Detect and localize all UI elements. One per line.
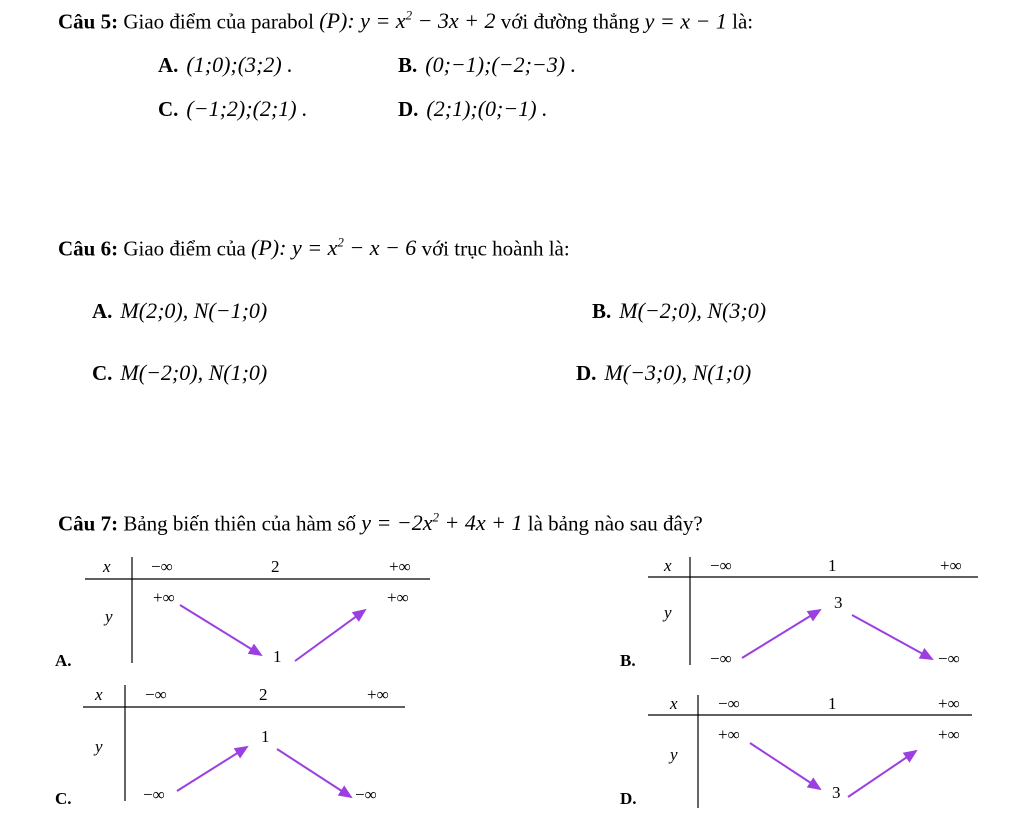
q5-option-c[interactable]: [158, 96, 308, 122]
q5-option-d[interactable]: [398, 96, 548, 122]
variation-table-d[interactable]: [620, 693, 980, 818]
q6-formula-exp: 2: [337, 235, 344, 250]
option-value: M(−2;0), N(1;0): [120, 360, 268, 385]
table-b-option-label: B.: [620, 651, 636, 670]
table-c-vertex-val: 1: [261, 727, 270, 746]
table-c-y-label: y: [95, 737, 103, 756]
table-d-vertex-x: 1: [828, 694, 837, 713]
option-label: B.: [398, 53, 418, 77]
table-b-left-val: −∞: [710, 649, 732, 668]
q6-formula-tail: − x − 6: [343, 235, 417, 261]
q6-option-a[interactable]: [92, 298, 267, 324]
option-label: A.: [92, 299, 113, 323]
q7-label: Câu 7:: [58, 511, 119, 536]
variation-table-a[interactable]: [55, 555, 435, 675]
table-a-left-val: +∞: [153, 588, 175, 607]
q7-formula-tail: + 4x + 1: [439, 510, 523, 536]
table-b-y-label: y: [664, 603, 672, 622]
table-d-arrow-up: [848, 751, 916, 797]
table-c-vertex-x: 2: [259, 685, 268, 704]
table-d-x-label: x: [670, 694, 678, 713]
option-label: D.: [576, 361, 597, 385]
table-d-neg-inf: −∞: [718, 694, 740, 713]
table-b-lines: [620, 555, 980, 675]
q5-option-b[interactable]: [398, 52, 576, 78]
option-value: M(−3;0), N(1;0): [604, 360, 752, 385]
table-d-y-label: y: [670, 745, 678, 764]
q7-text-a: Bảng biến thiên của hàm số: [123, 511, 357, 536]
q5-formula-p: (P): y = x: [319, 8, 406, 34]
table-a-vertex-val: 1: [273, 647, 282, 666]
table-b-arrow-up: [742, 610, 820, 658]
option-label: C.: [92, 361, 113, 385]
table-a-arrow-down: [180, 605, 261, 655]
q6-label: Câu 6:: [58, 236, 119, 261]
option-label: A.: [158, 53, 179, 77]
q5-text-a: Giao điểm của parabol: [123, 9, 315, 34]
q5-line: y = x − 1: [644, 8, 727, 34]
q6-formula: [251, 235, 416, 260]
table-a-y-label: y: [105, 607, 113, 626]
q5-option-a[interactable]: [158, 52, 293, 78]
q6-formula-p: (P): y = x: [251, 235, 338, 261]
table-c-neg-inf: −∞: [145, 685, 167, 704]
q5-text-b: với đường thẳng: [500, 9, 640, 34]
table-d-option-label: D.: [620, 789, 637, 808]
table-b-vertex-val: 3: [834, 593, 843, 612]
table-d-vertex-val: 3: [832, 783, 841, 802]
q5-formula-tail: − 3x + 2: [412, 8, 496, 34]
option-value: M(−2;0), N(3;0): [619, 298, 767, 323]
variation-table-c[interactable]: [55, 683, 415, 813]
table-a-x-label: x: [103, 557, 111, 576]
option-value: M(2;0), N(−1;0): [120, 298, 268, 323]
table-c-option-label: C.: [55, 789, 72, 808]
table-a-vertex-x: 2: [271, 557, 280, 576]
table-c-arrow-down: [277, 749, 351, 797]
table-b-x-label: x: [664, 556, 672, 575]
q5-stem: [58, 8, 753, 34]
table-b-arrow-down: [852, 615, 932, 659]
table-a-pos-inf: +∞: [389, 557, 411, 576]
q5-formula: [319, 8, 495, 33]
q5-label: Câu 5:: [58, 9, 119, 34]
q5-text-c: là:: [732, 9, 754, 34]
q7-formula-main: y = −2x: [361, 510, 433, 536]
option-value: (0;−1);(−2;−3) .: [425, 52, 577, 77]
table-d-pos-inf: +∞: [938, 694, 960, 713]
table-c-arrow-up: [177, 747, 247, 791]
table-a-option-label: A.: [55, 651, 72, 670]
table-d-left-val: +∞: [718, 725, 740, 744]
table-b-vertex-x: 1: [828, 556, 837, 575]
table-d-right-val: +∞: [938, 725, 960, 744]
q5-formula-exp: 2: [405, 8, 413, 23]
option-label: D.: [398, 97, 419, 121]
q7-formula: [361, 510, 522, 535]
table-c-x-label: x: [95, 685, 103, 704]
q6-option-b[interactable]: [592, 298, 766, 324]
q7-stem: [58, 510, 703, 536]
q7-formula-exp: 2: [432, 510, 440, 525]
variation-table-b[interactable]: [620, 555, 980, 675]
table-c-right-val: −∞: [355, 785, 377, 804]
option-value: (2;1);(0;−1) .: [426, 96, 548, 121]
table-a-arrow-up: [295, 610, 365, 661]
table-d-arrow-down: [750, 743, 820, 789]
option-label: B.: [592, 299, 612, 323]
option-value: (1;0);(3;2) .: [186, 52, 293, 77]
table-b-neg-inf: −∞: [710, 556, 732, 575]
table-b-right-val: −∞: [938, 649, 960, 668]
option-value: (−1;2);(2;1) .: [186, 96, 308, 121]
table-c-pos-inf: +∞: [367, 685, 389, 704]
q6-stem: [58, 235, 570, 261]
option-label: C.: [158, 97, 179, 121]
q6-option-c[interactable]: [92, 360, 267, 386]
q6-text-a: Giao điểm của: [123, 236, 246, 261]
q6-option-d[interactable]: [576, 360, 751, 386]
table-b-pos-inf: +∞: [940, 556, 962, 575]
q6-text-b: với trục hoành là:: [421, 236, 570, 261]
table-a-neg-inf: −∞: [151, 557, 173, 576]
table-a-right-val: +∞: [387, 588, 409, 607]
table-c-left-val: −∞: [143, 785, 165, 804]
q7-text-b: là bảng nào sau đây?: [527, 511, 703, 536]
